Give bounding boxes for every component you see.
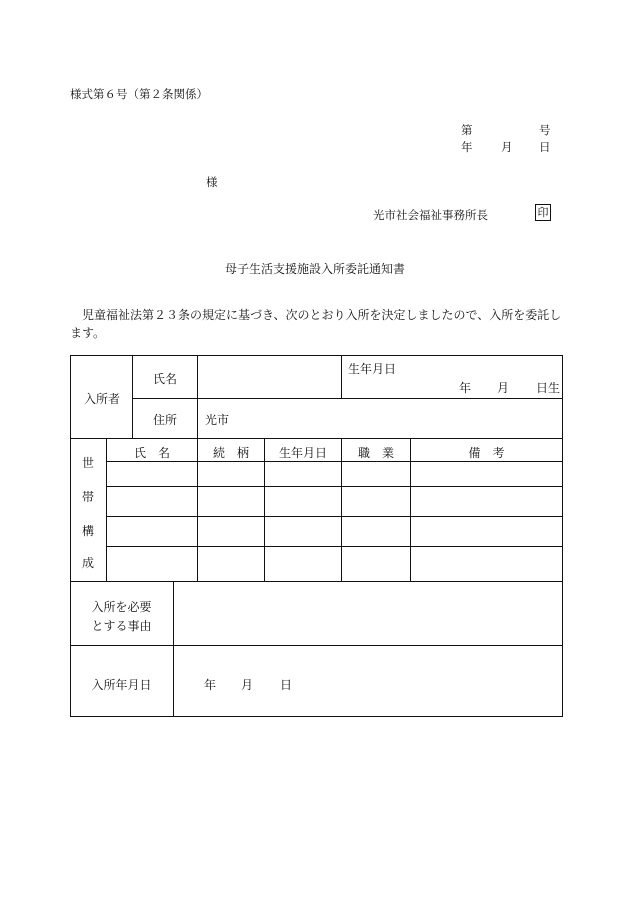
household-char-4: 成 <box>82 556 95 570</box>
birth-year-label: 年 <box>459 381 472 395</box>
date-day-label: 日 <box>539 140 551 154</box>
row-divider-reason <box>70 581 563 582</box>
table-border-right <box>562 355 563 717</box>
household-row-divider-3 <box>106 546 563 547</box>
household-header-birthdate: 生年月日 <box>278 446 327 460</box>
household-char-2: 帯 <box>82 490 95 504</box>
col-divider-birthdate <box>341 355 342 398</box>
birth-day-label: 日生 <box>536 381 561 395</box>
reason-label-line1: 入所を必要 <box>91 600 152 614</box>
table-border-top <box>70 355 563 356</box>
notice-table <box>70 355 563 717</box>
col-divider-label <box>197 355 198 438</box>
household-header-relation: 続 柄 <box>212 446 249 460</box>
admission-date-label: 入所年月日 <box>91 678 152 692</box>
admission-day-label: 日 <box>280 678 293 692</box>
household-header-divider <box>106 461 563 462</box>
birth-month-label: 月 <box>497 381 510 395</box>
reason-label-line2: とする事由 <box>91 619 152 633</box>
row-divider-household <box>70 438 563 439</box>
table-border-left <box>70 355 71 717</box>
admission-year-label: 年 <box>204 678 217 692</box>
household-row-divider-2 <box>106 516 563 517</box>
household-char-1: 世 <box>82 456 95 470</box>
addressee-suffix: 様 <box>206 175 218 189</box>
table-border-bottom <box>70 716 563 717</box>
household-row-divider-1 <box>106 486 563 487</box>
col-divider-lower <box>173 581 174 717</box>
form-number: 様式第６号（第２条関係） <box>70 87 208 101</box>
household-header-remarks: 備 考 <box>468 446 505 460</box>
doc-number-prefix: 第 <box>461 123 473 137</box>
entrant-label: 入所者 <box>84 392 121 406</box>
doc-number-suffix: 号 <box>539 123 551 137</box>
birthdate-label: 生年月日 <box>348 362 397 376</box>
col-divider-entrant <box>132 355 133 438</box>
seal-mark: 印 <box>535 204 551 221</box>
household-header-name: 氏 名 <box>133 446 170 460</box>
date-year-label: 年 <box>461 140 473 154</box>
address-value: 光市 <box>205 413 230 427</box>
issuer-office: 光市社会福祉事務所長 <box>373 208 488 222</box>
row-divider-admission <box>70 645 563 646</box>
address-label: 住所 <box>153 413 178 427</box>
date-month-label: 月 <box>501 140 513 154</box>
body-text: 児童福祉法第２３条の規定に基づき、次のとおり入所を決定しましたので、入所を委託します。 <box>70 308 562 340</box>
document-title: 母子生活支援施設入所委託通知書 <box>224 262 405 276</box>
name-label: 氏名 <box>153 372 178 386</box>
household-char-3: 構 <box>82 524 95 538</box>
admission-month-label: 月 <box>241 678 254 692</box>
household-header-occupation: 職 業 <box>357 446 394 460</box>
